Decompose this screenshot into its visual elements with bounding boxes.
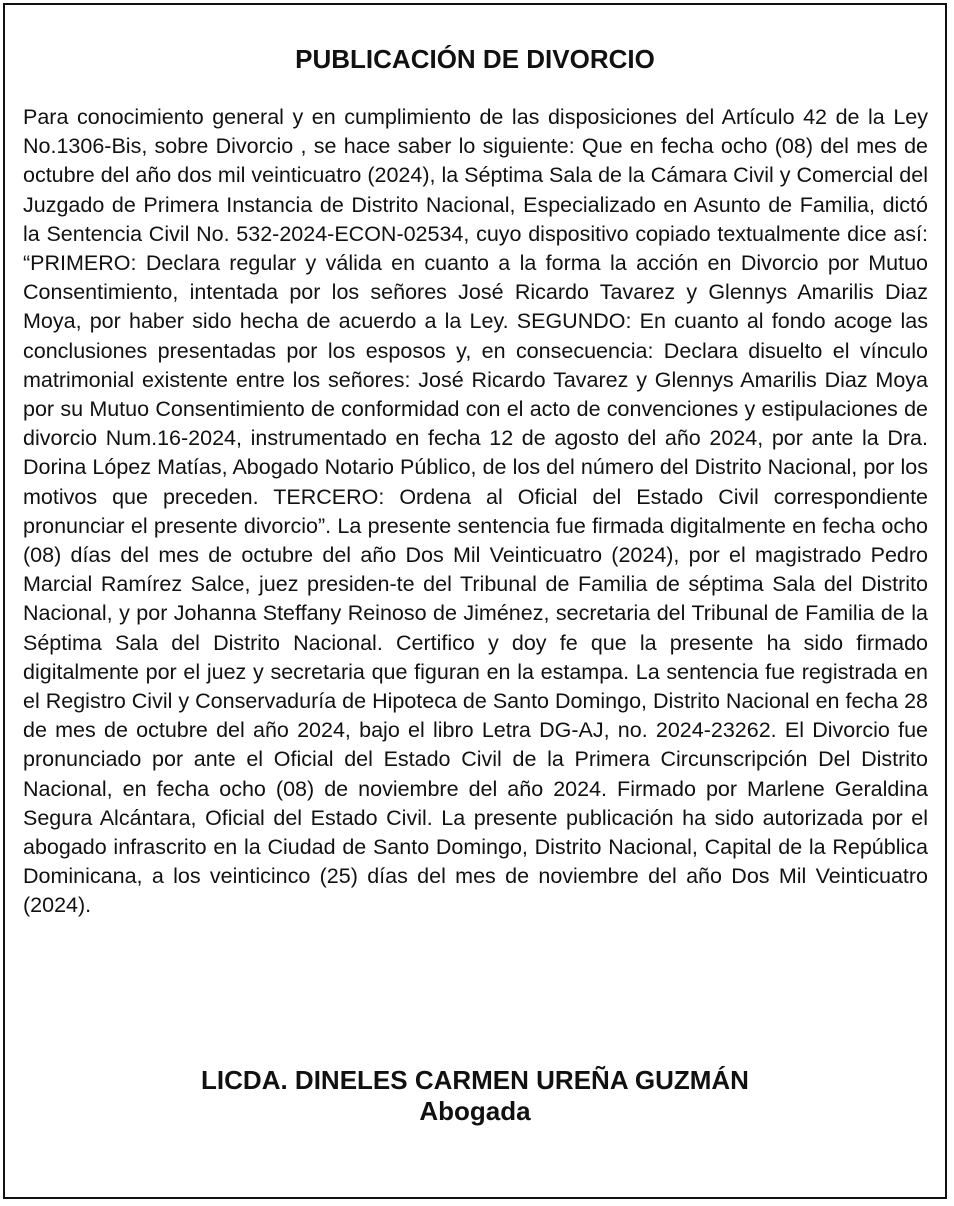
notice-body: Para conocimiento general y en cumplimiento de las disposiciones del Artículo 42 de la Ley No.1306-Bis, sobre Divorcio , se hace saber lo siguiente: Que en fecha ocho (08) del mes de octubre del año dos mil veinticuatro (2024), la Séptima Sala de la Cámara Civil y Comercial del Juzgado de Primera Instancia de Distrito Nacional, Especializado en Asunto de Familia, dictó la Sentencia Civil No. 532-2024-ECON-02534, cuyo dispositivo copiado textualmente dice así: “PRIMERO: Declara regular y válida en cuanto a la forma la acción en Divorcio por Mutuo Consentimiento, intentada por los señores José Ricardo Tavarez y Glennys Amarilis Diaz Moya, por haber sido hecha de acuerdo a la Ley. SEGUNDO: En cuanto al fondo acoge las conclusiones presentadas por los esposos y, en consecuencia: Declara disuelto el vínculo matrimonial existente entre los señores: José Ricardo Tavarez y Glennys Amarilis Diaz Moya por su Mutuo Consentimiento de conformidad con el acto de convenciones y estipulaciones de divorcio Num.16-2024, instrumentado en fecha 12 de agosto del año 2024, por ante la Dra. Dorina López Matías, Abogado Notario Público, de los del número del Distrito Nacional, por los motivos que preceden. TERCERO: Ordena al Oficial del Estado Civil correspondiente pronunciar el presente divorcio”. La presente sentencia fue firmada digitalmente en fecha ocho (08) días del mes de octubre del año Dos Mil Veinticuatro (2024), por el magistrado Pedro Marcial Ramírez Salce, juez presiden-te del Tribunal de Familia de séptima Sala del Distrito Nacional, y por Johanna Steffany Reinoso de Jiménez, secretaria del Tribunal de Familia de la Séptima Sala del Distrito Nacional. Certifico y doy fe que la presente ha sido firmado digitalmente por el juez y secretaria que figuran en la estampa. La sentencia fue registrada en el Registro Civil y Conservaduría de Hipoteca de Santo Domingo, Distrito Nacional en fecha 28 de mes de octubre del año 2024, bajo el libro Letra DG-AJ, no. 2024-23262. El Divorcio fue pronunciado por ante el Oficial del Estado Civil de la Primera Circunscripción Del Distrito Nacional, en fecha ocho (08) de noviembre del año 2024. Firmado por Marlene Geraldina Segura Alcántara, Oficial del Estado Civil. La presente publicación ha sido autorizada por el abogado infrascrito en la Ciudad de Santo Domingo, Distrito Nacional, Capital de la República Dominicana, a los veinticinco (25) días del mes de noviembre del año Dos Mil Veinticuatro (2024). — [23, 105, 928, 918]
signature-name: LICDA. DINELES CARMEN UREÑA GUZMÁN — [201, 1065, 749, 1095]
signature-block — [5, 1065, 945, 1127]
notice-title: PUBLICACIÓN DE DIVORCIO — [295, 44, 655, 74]
notice-frame — [3, 3, 947, 1199]
signature-role: Abogada — [419, 1096, 531, 1126]
